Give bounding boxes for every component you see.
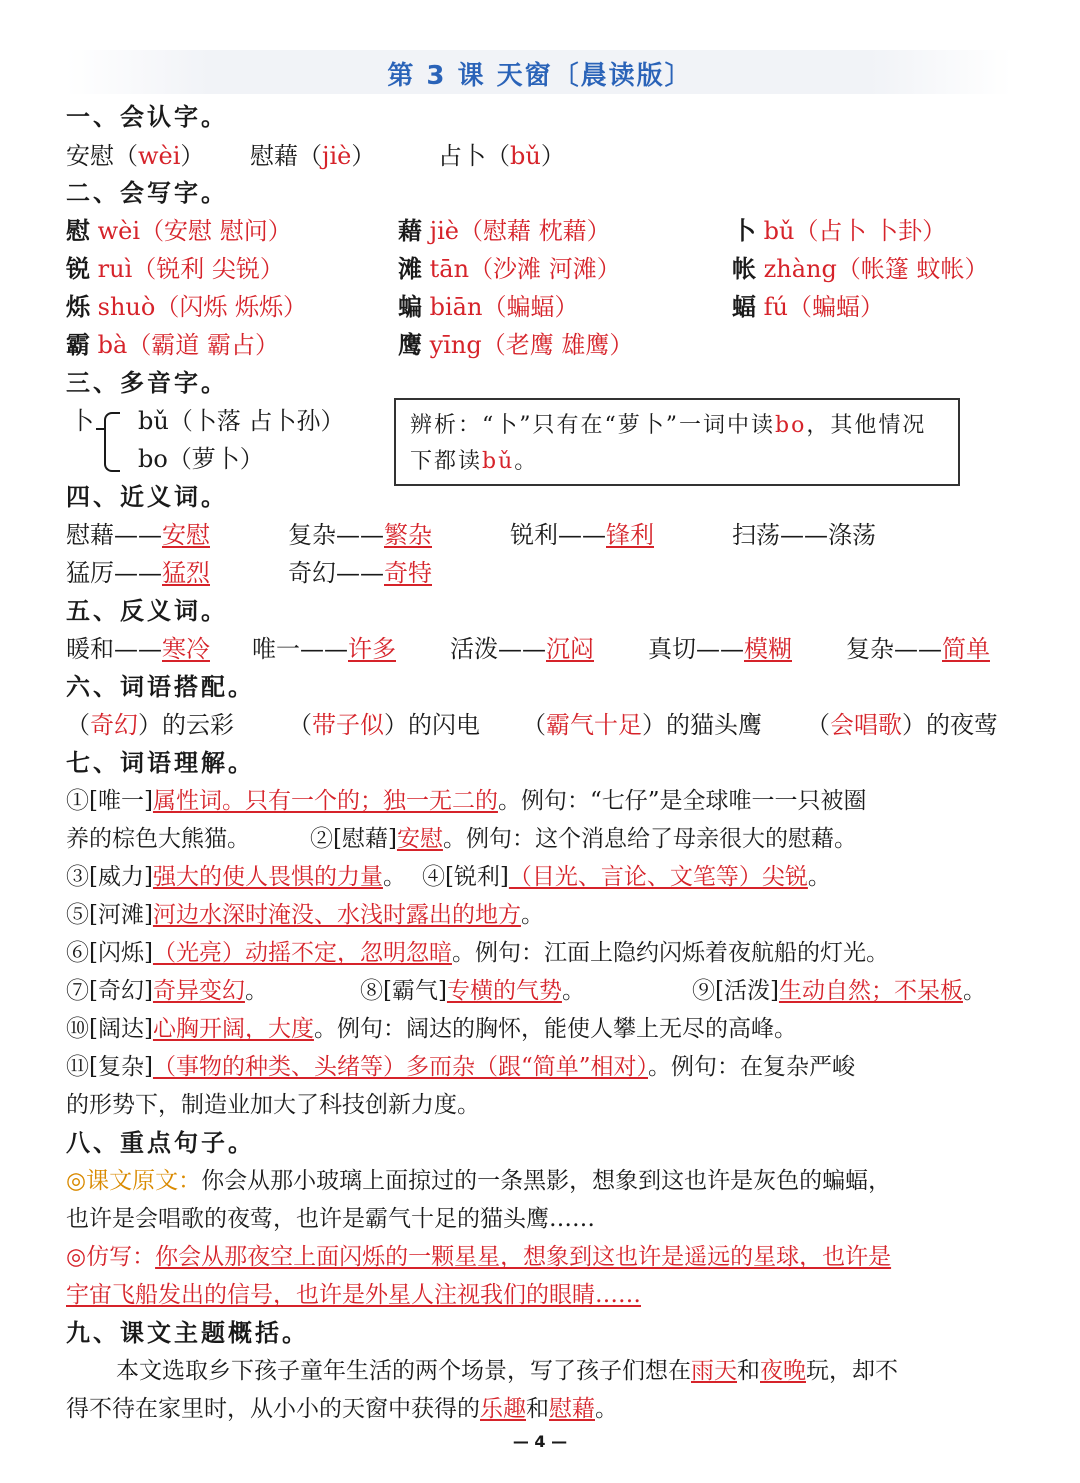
imitation-sentence: ◎仿写：你会从那夜空上面闪烁的一颗星星，想象到这也许是遥远的星球，也许是: [66, 1244, 892, 1270]
antonym-pair: 活泼——沉闷: [450, 635, 594, 663]
page-number: — 4 —: [512, 1432, 568, 1451]
collocation-item: （霸气十足）的猫头鹰: [522, 711, 762, 739]
write-item: 蝠 fú（蝙蝠）: [732, 292, 884, 321]
section-6-heading: 六、词语搭配。: [66, 672, 255, 701]
section-8-heading: 八、重点句子。: [66, 1128, 255, 1157]
write-item: 藉 jiè（慰藉 枕藉）: [398, 216, 611, 245]
definition-item: ⑨[活泼]生动自然；不呆板。: [692, 978, 986, 1004]
theme-summary: 本文选取乡下孩子童年生活的两个场景，写了孩子们想在雨天和夜晚玩，却不: [116, 1358, 898, 1384]
write-item: 帐 zhàng（帐篷 蚊帐）: [732, 254, 989, 283]
definition-item: 养的棕色大熊猫。 ②[慰藉]安慰。例句：这个消息给了母亲很大的慰藉。: [66, 826, 857, 852]
synonym-pair: 复杂——繁杂: [288, 521, 432, 549]
definition-item: ⑧[霸气]专横的气势。: [360, 978, 585, 1004]
definition-item: ③[威力]强大的使人畏惧的力量。 ④[锐利]（目光、言论、文笔等）尖锐。: [66, 864, 831, 890]
write-item: 霸 bà（霸道 霸占）: [66, 330, 279, 359]
recognize-item: 安慰（wèi）: [66, 142, 205, 170]
section-7-heading: 七、词语理解。: [66, 748, 255, 777]
definition-item: ⑤[河滩]河边水深时淹没、水浅时露出的地方。: [66, 902, 544, 928]
page-title: 第 3 课 天窗〔晨读版〕: [387, 61, 693, 91]
write-item: 鹰 yīng（老鹰 雄鹰）: [398, 330, 634, 359]
section-1-heading: 一、会认字。: [66, 102, 228, 131]
collocation-item: （带子似）的闪电: [288, 711, 480, 739]
section-4-heading: 四、近义词。: [66, 482, 228, 511]
theme-summary-continued: 得不待在家里时，从小小的天窗中获得的乐趣和慰藉。: [66, 1396, 618, 1422]
write-item: 锐 ruì（锐利 尖锐）: [66, 254, 284, 283]
analysis-box: 辨析：“卜”只有在“萝卜”一词中读bo，其他情况下都读bǔ。: [394, 398, 960, 486]
write-item: 烁 shuò（闪烁 烁烁）: [66, 292, 307, 321]
collocation-item: （会唱歌）的夜莺: [806, 711, 998, 739]
write-item: 蝙 biān（蝙蝠）: [398, 292, 579, 321]
definition-item: ⑪[复杂]（事物的种类、头绪等）多而杂（跟“简单”相对）。例句：在复杂严峻: [66, 1054, 855, 1080]
original-sentence: ◎课文原文：你会从那小玻璃上面掠过的一条黑影，想象到这也许是灰色的蝙蝠，: [66, 1168, 892, 1194]
synonym-pair: 猛厉——猛烈: [66, 559, 210, 587]
imitation-sentence-continued: 宇宙飞船发出的信号，也许是外星人注视我们的眼睛……: [66, 1282, 641, 1308]
section-5-heading: 五、反义词。: [66, 596, 228, 625]
recognize-item: 占卜（bǔ）: [438, 142, 565, 170]
definition-item: ⑥[闪烁]（光亮）动摇不定，忽明忽暗。例句：江面上隐约闪烁着夜航船的灯光。: [66, 940, 889, 966]
write-item: 卜 bǔ（占卜 卜卦）: [732, 216, 947, 245]
polyphone-char: 卜: [70, 407, 94, 435]
antonym-pair: 复杂——简单: [846, 635, 990, 663]
collocation-item: （奇幻）的云彩: [66, 711, 234, 739]
definition-item: ⑩[阔达]心胸开阔，大度。例句：阔达的胸怀，能使人攀上无尽的高峰。: [66, 1016, 797, 1042]
definition-item: ⑦[奇幻]奇异变幻。: [66, 978, 268, 1004]
recognize-item: 慰藉（jiè）: [250, 142, 376, 170]
write-item: 慰 wèi（安慰 慰问）: [66, 216, 292, 245]
synonym-pair: 扫荡——涤荡: [732, 521, 876, 549]
brace: [104, 412, 120, 472]
definition-item-continued: 的形势下，制造业加大了科技创新力度。: [66, 1092, 480, 1118]
polyphone-reading-2: bo（萝卜）: [138, 445, 264, 473]
original-sentence-continued: 也许是会唱歌的夜莺，也许是霸气十足的猫头鹰……: [66, 1206, 595, 1232]
synonym-pair: 奇幻——奇特: [288, 559, 432, 587]
synonym-pair: 慰藉——安慰: [66, 521, 210, 549]
brace-tip: [96, 428, 106, 430]
antonym-pair: 暖和——寒冷: [66, 635, 210, 663]
antonym-pair: 真切——模糊: [648, 635, 792, 663]
synonym-pair: 锐利——锋利: [510, 521, 654, 549]
section-2-heading: 二、会写字。: [66, 178, 228, 207]
definition-item: ①[唯一]属性词。只有一个的；独一无二的。例句：“七仔”是全球唯一一只被圈: [66, 788, 867, 814]
section-3-heading: 三、多音字。: [66, 368, 228, 397]
antonym-pair: 唯一——许多: [252, 635, 396, 663]
write-item: 滩 tān（沙滩 河滩）: [398, 254, 621, 283]
section-9-heading: 九、课文主题概括。: [66, 1318, 309, 1347]
polyphone-reading-1: bǔ（卜落 占卜孙）: [138, 407, 345, 435]
